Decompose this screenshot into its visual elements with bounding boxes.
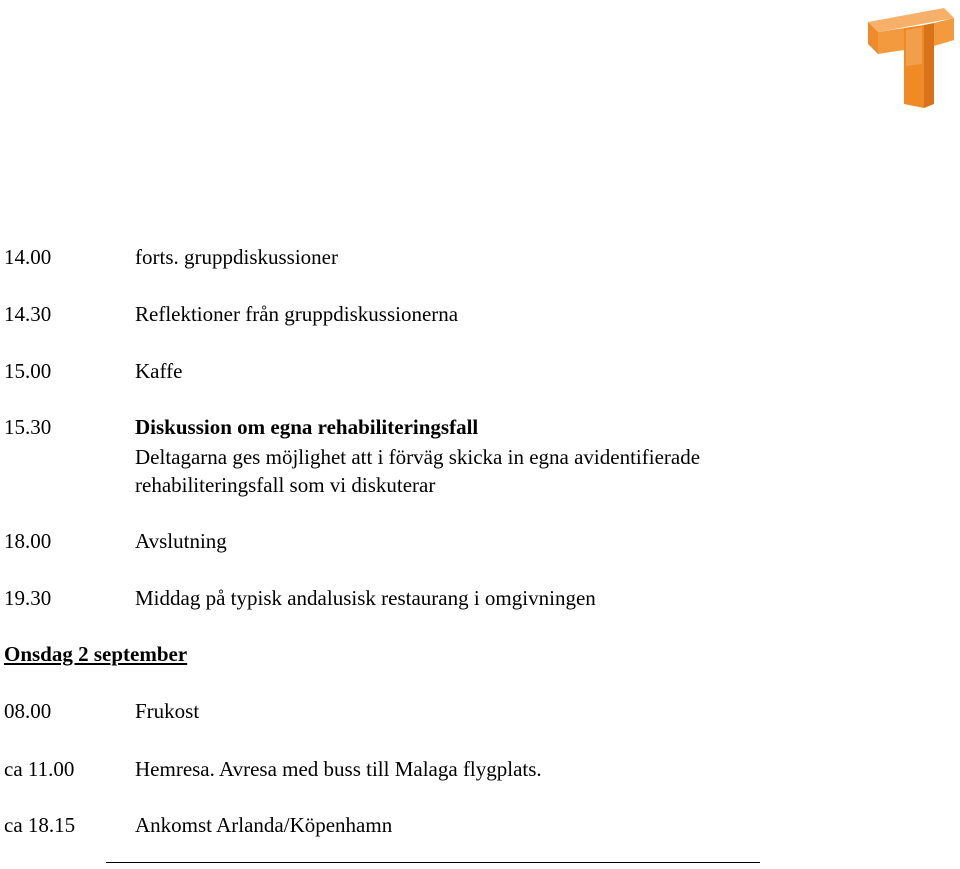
schedule-time: 18.00 [4,529,52,553]
divider-line [106,862,760,863]
schedule-text: Reflektioner från gruppdiskussionerna [135,302,459,326]
schedule-text: Diskussion om egna rehabiliteringsfall [135,415,479,439]
schedule-text: Ankomst Arlanda/Köpenhamn [135,813,393,837]
schedule-time: 15.30 [4,415,52,439]
schedule-time: 19.30 [4,586,52,610]
schedule-detail: rehabiliteringsfall som vi diskuterar [135,473,436,497]
schedule-time: 14.00 [4,245,52,269]
schedule-time: ca 11.00 [4,757,75,781]
orange-t-logo-icon [862,4,956,110]
schedule-time: 08.00 [4,699,52,723]
schedule-text: Hemresa. Avresa med buss till Malaga flygplats. [135,757,542,781]
schedule-time: 15.00 [4,359,52,383]
schedule-text: forts. gruppdiskussioner [135,245,338,269]
schedule-text: Avslutning [135,529,227,553]
schedule-text: Frukost [135,699,200,723]
schedule-text: Kaffe [135,359,183,383]
schedule-time: ca 18.15 [4,813,76,837]
schedule-detail: Deltagarna ges möjlighet att i förväg skicka in egna avidentifierade [135,445,701,469]
schedule-text: Middag på typisk andalusisk restaurang i omgivningen [135,586,596,610]
schedule-time: 14.30 [4,302,52,326]
day-heading: Onsdag 2 september [4,642,188,666]
